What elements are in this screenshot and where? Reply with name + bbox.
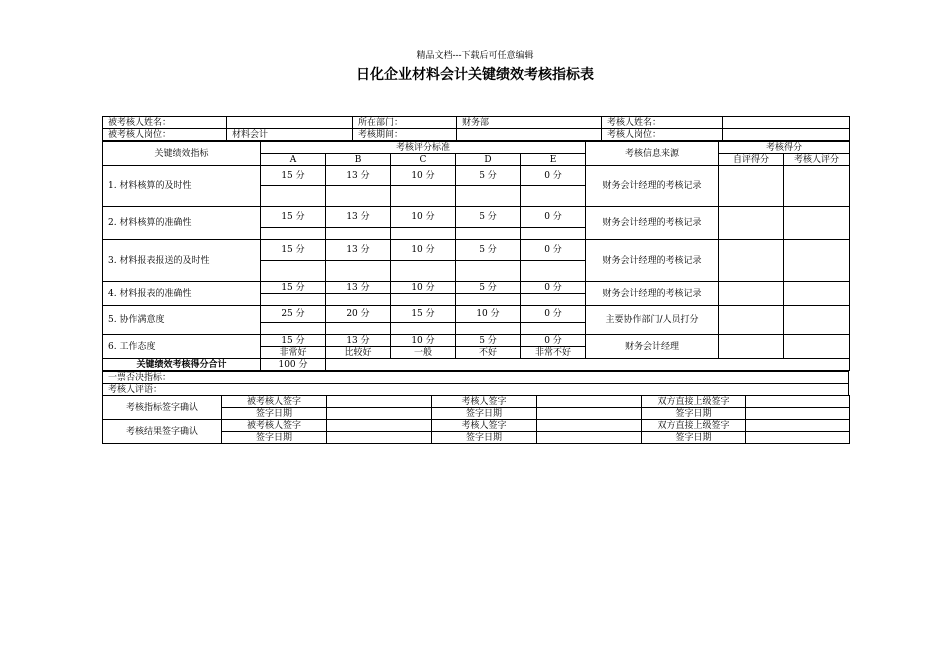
total-blank — [326, 359, 850, 371]
assessor-score-cell[interactable] — [784, 166, 850, 207]
grade-c-header: C — [391, 154, 456, 166]
grade-desc-cell — [326, 294, 391, 306]
grade-score: 10 分 — [456, 306, 521, 323]
signature-table — [102, 395, 850, 444]
self-score-cell[interactable] — [719, 306, 784, 335]
grade-score: 0 分 — [521, 306, 586, 323]
grade-desc-cell — [326, 261, 391, 282]
assessor-score-cell[interactable] — [784, 306, 850, 335]
grade-desc-cell — [521, 261, 586, 282]
sign-date-field[interactable] — [537, 432, 642, 444]
kpi-name: 1. 材料核算的及时性 — [103, 166, 261, 207]
superior-sign-field[interactable] — [746, 396, 850, 408]
grade-a-header: A — [261, 154, 326, 166]
grade-score: 5 分 — [456, 166, 521, 186]
grade-score: 5 分 — [456, 207, 521, 228]
grade-score: 0 分 — [521, 207, 586, 228]
grade-score: 10 分 — [391, 335, 456, 347]
grade-e-header: E — [521, 154, 586, 166]
info-source: 主要协作部门/人员打分 — [586, 306, 719, 335]
grade-score: 0 分 — [521, 282, 586, 294]
grade-desc-cell — [261, 186, 326, 207]
assessee-post-value: 材料会计 — [227, 129, 353, 141]
grade-score: 0 分 — [521, 335, 586, 347]
period-label: 考核期间： — [353, 129, 457, 141]
source-header: 考核信息来源 — [586, 142, 719, 166]
grade-d-header: D — [456, 154, 521, 166]
sign-date-label: 签字日期 — [222, 432, 327, 444]
grade-level: 非常好 — [261, 347, 326, 359]
assessor-name-label: 考核人姓名： — [602, 117, 723, 129]
assessor-post-field[interactable] — [723, 129, 850, 141]
grade-score: 13 分 — [326, 240, 391, 261]
grade-level: 一般 — [391, 347, 456, 359]
grade-score: 15 分 — [261, 282, 326, 294]
self-score-cell[interactable] — [719, 166, 784, 207]
superior-sign-field[interactable] — [746, 420, 850, 432]
kpi-name: 6. 工作态度 — [103, 335, 261, 359]
grade-score: 10 分 — [391, 166, 456, 186]
sign-date-label: 签字日期 — [642, 408, 746, 420]
assessor-score-cell[interactable] — [784, 207, 850, 240]
grade-score: 13 分 — [326, 166, 391, 186]
grade-desc-cell — [456, 323, 521, 335]
sign-date-label: 签字日期 — [432, 408, 537, 420]
assessee-info-table — [102, 116, 850, 141]
grade-desc-cell — [261, 228, 326, 240]
grade-score: 0 分 — [521, 166, 586, 186]
assessee-name-label: 被考核人姓名： — [103, 117, 227, 129]
assessee-sign-label: 被考核人签字 — [222, 396, 327, 408]
kpi-name: 2. 材料核算的准确性 — [103, 207, 261, 240]
kpi-name: 4. 材料报表的准确性 — [103, 282, 261, 306]
assessor-score-cell[interactable] — [784, 335, 850, 359]
assessor-post-label: 考核人岗位： — [602, 129, 723, 141]
self-score-header: 自评得分 — [719, 154, 784, 166]
grade-score: 10 分 — [391, 207, 456, 228]
grade-score: 13 分 — [326, 207, 391, 228]
kpi-name: 3. 材料报表报送的及时性 — [103, 240, 261, 282]
sign-date-field[interactable] — [746, 432, 850, 444]
grade-score: 5 分 — [456, 240, 521, 261]
self-score-cell[interactable] — [719, 335, 784, 359]
kpi-table — [102, 141, 850, 371]
assessee-post-label: 被考核人岗位： — [103, 129, 227, 141]
grade-desc-cell — [326, 323, 391, 335]
grade-score: 20 分 — [326, 306, 391, 323]
grade-desc-cell — [326, 186, 391, 207]
self-score-cell[interactable] — [719, 240, 784, 282]
sign-date-field[interactable] — [537, 408, 642, 420]
assessee-sign-field[interactable] — [327, 396, 432, 408]
assessor-sign-label: 考核人签字 — [432, 396, 537, 408]
grade-desc-cell — [391, 228, 456, 240]
grade-desc-cell — [261, 261, 326, 282]
assessor-score-header: 考核人评分 — [784, 154, 850, 166]
info-source: 财务会计经理 — [586, 335, 719, 359]
period-field[interactable] — [457, 129, 602, 141]
grade-desc-cell — [521, 323, 586, 335]
grade-desc-cell — [326, 228, 391, 240]
grade-level: 不好 — [456, 347, 521, 359]
grade-desc-cell — [521, 186, 586, 207]
grade-score: 10 分 — [391, 240, 456, 261]
grade-score: 10 分 — [391, 282, 456, 294]
grade-desc-cell — [391, 323, 456, 335]
assessee-name-field[interactable] — [227, 117, 353, 129]
assessor-score-cell[interactable] — [784, 282, 850, 306]
document-note: 精品文档---下载后可任意编辑 — [416, 51, 534, 61]
sign-date-label: 签字日期 — [642, 432, 746, 444]
grade-score: 5 分 — [456, 282, 521, 294]
grade-b-header: B — [326, 154, 391, 166]
grade-desc-cell — [391, 294, 456, 306]
criteria-header: 考核评分标准 — [261, 142, 586, 154]
assessor-sign-label: 考核人签字 — [432, 420, 537, 432]
grade-desc-cell — [391, 261, 456, 282]
grade-score: 25 分 — [261, 306, 326, 323]
grade-desc-cell — [391, 186, 456, 207]
grade-desc-cell — [521, 228, 586, 240]
superior-sign-label: 双方直接上级签字 — [642, 396, 746, 408]
department-label: 所在部门： — [353, 117, 457, 129]
result-confirm-label: 考核结果签字确认 — [103, 420, 222, 444]
info-source: 财务会计经理的考核记录 — [586, 282, 719, 306]
grade-desc-cell — [261, 294, 326, 306]
grade-desc-cell — [456, 186, 521, 207]
comment-label[interactable]: 考核人评语： — [103, 384, 849, 396]
self-score-cell[interactable] — [719, 207, 784, 240]
grade-level: 非常不好 — [521, 347, 586, 359]
grade-score: 15 分 — [391, 306, 456, 323]
assessor-name-field[interactable] — [723, 117, 850, 129]
self-score-cell[interactable] — [719, 282, 784, 306]
page-title: 日化企业材料会计关键绩效考核指标表 — [356, 67, 594, 83]
score-header: 考核得分 — [719, 142, 850, 154]
grade-score: 15 分 — [261, 166, 326, 186]
indicator-confirm-label: 考核指标签字确认 — [103, 396, 222, 420]
department-value: 财务部 — [457, 117, 602, 129]
superior-sign-label: 双方直接上级签字 — [642, 420, 746, 432]
kpi-header: 关键绩效指标 — [103, 142, 261, 166]
veto-label[interactable]: 一票否决指标： — [103, 372, 849, 384]
info-source: 财务会计经理的考核记录 — [586, 207, 719, 240]
grade-score: 13 分 — [326, 282, 391, 294]
grade-desc-cell — [456, 294, 521, 306]
info-source: 财务会计经理的考核记录 — [586, 240, 719, 282]
assessee-sign-label: 被考核人签字 — [222, 420, 327, 432]
grade-score: 5 分 — [456, 335, 521, 347]
total-value: 100 分 — [261, 359, 326, 371]
sign-date-label: 签字日期 — [432, 432, 537, 444]
grade-score: 15 分 — [261, 335, 326, 347]
grade-score: 15 分 — [261, 207, 326, 228]
sign-date-field[interactable] — [327, 408, 432, 420]
assessor-sign-field[interactable] — [537, 396, 642, 408]
sign-date-label: 签字日期 — [222, 408, 327, 420]
sign-date-field[interactable] — [746, 408, 850, 420]
veto-comment-table — [102, 371, 849, 396]
kpi-name: 5. 协作满意度 — [103, 306, 261, 335]
info-source: 财务会计经理的考核记录 — [586, 166, 719, 207]
total-label: 关键绩效考核得分合计 — [103, 359, 261, 371]
grade-desc-cell — [456, 261, 521, 282]
grade-score: 13 分 — [326, 335, 391, 347]
assessor-sign-field[interactable] — [537, 420, 642, 432]
grade-desc-cell — [456, 228, 521, 240]
assessor-score-cell[interactable] — [784, 240, 850, 282]
grade-desc-cell — [261, 323, 326, 335]
sign-date-field[interactable] — [327, 432, 432, 444]
grade-level: 比较好 — [326, 347, 391, 359]
assessee-sign-field[interactable] — [327, 420, 432, 432]
grade-score: 15 分 — [261, 240, 326, 261]
grade-score: 0 分 — [521, 240, 586, 261]
grade-desc-cell — [521, 294, 586, 306]
